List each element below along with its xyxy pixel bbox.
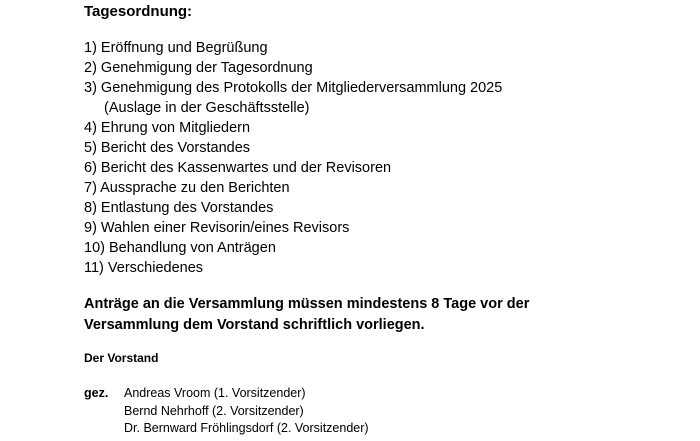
signature-prefix: gez. (84, 386, 109, 400)
agenda-item: 11) Verschiedenes (84, 260, 204, 276)
signatory-name: Bernd Nehrhoff (2. Vorsitzender) (124, 403, 304, 418)
agenda-item: 8) Entlastung des Vorstandes (84, 200, 274, 216)
agenda-item: 4) Ehrung von Mitgliedern (84, 120, 251, 136)
signatory-name: Dr. Bernward Fröhlingsdorf (2. Vorsitzender) (124, 421, 369, 435)
agenda-item: 7) Aussprache zu den Berichten (84, 180, 290, 196)
agenda-item (84, 78, 502, 118)
agenda-item: 6) Bericht des Kassenwartes und der Revisoren (84, 160, 392, 176)
agenda-item: 1) Eröffnung und Begrüßung (84, 40, 268, 56)
agenda-item-label: 3) Genehmigung des Protokolls der Mitgliederversammlung 2025 (84, 80, 503, 96)
notice-line: Anträge an die Versammlung müssen mindestens 8 Tage vor der (84, 296, 530, 312)
agenda-item: 10) Behandlung von Anträgen (84, 240, 276, 256)
agenda-list (84, 38, 502, 278)
notice-line: Versammlung dem Vorstand schriftlich vorliegen. (84, 317, 425, 333)
board-title: Der Vorstand (84, 351, 159, 365)
agenda-item: 2) Genehmigung der Tagesordnung (84, 60, 313, 76)
signatory-name: Andreas Vroom (1. Vorsitzender) (124, 386, 306, 400)
agenda-heading: Tagesordnung: (84, 3, 193, 20)
agenda-item: 5) Bericht des Vorstandes (84, 140, 251, 156)
agenda-item: 9) Wahlen einer Revisorin/eines Revisors (84, 220, 350, 236)
submission-notice (84, 294, 644, 336)
agenda-item-note: (Auslage in der Geschäftsstelle) (104, 100, 310, 116)
signatory-list (124, 385, 369, 438)
